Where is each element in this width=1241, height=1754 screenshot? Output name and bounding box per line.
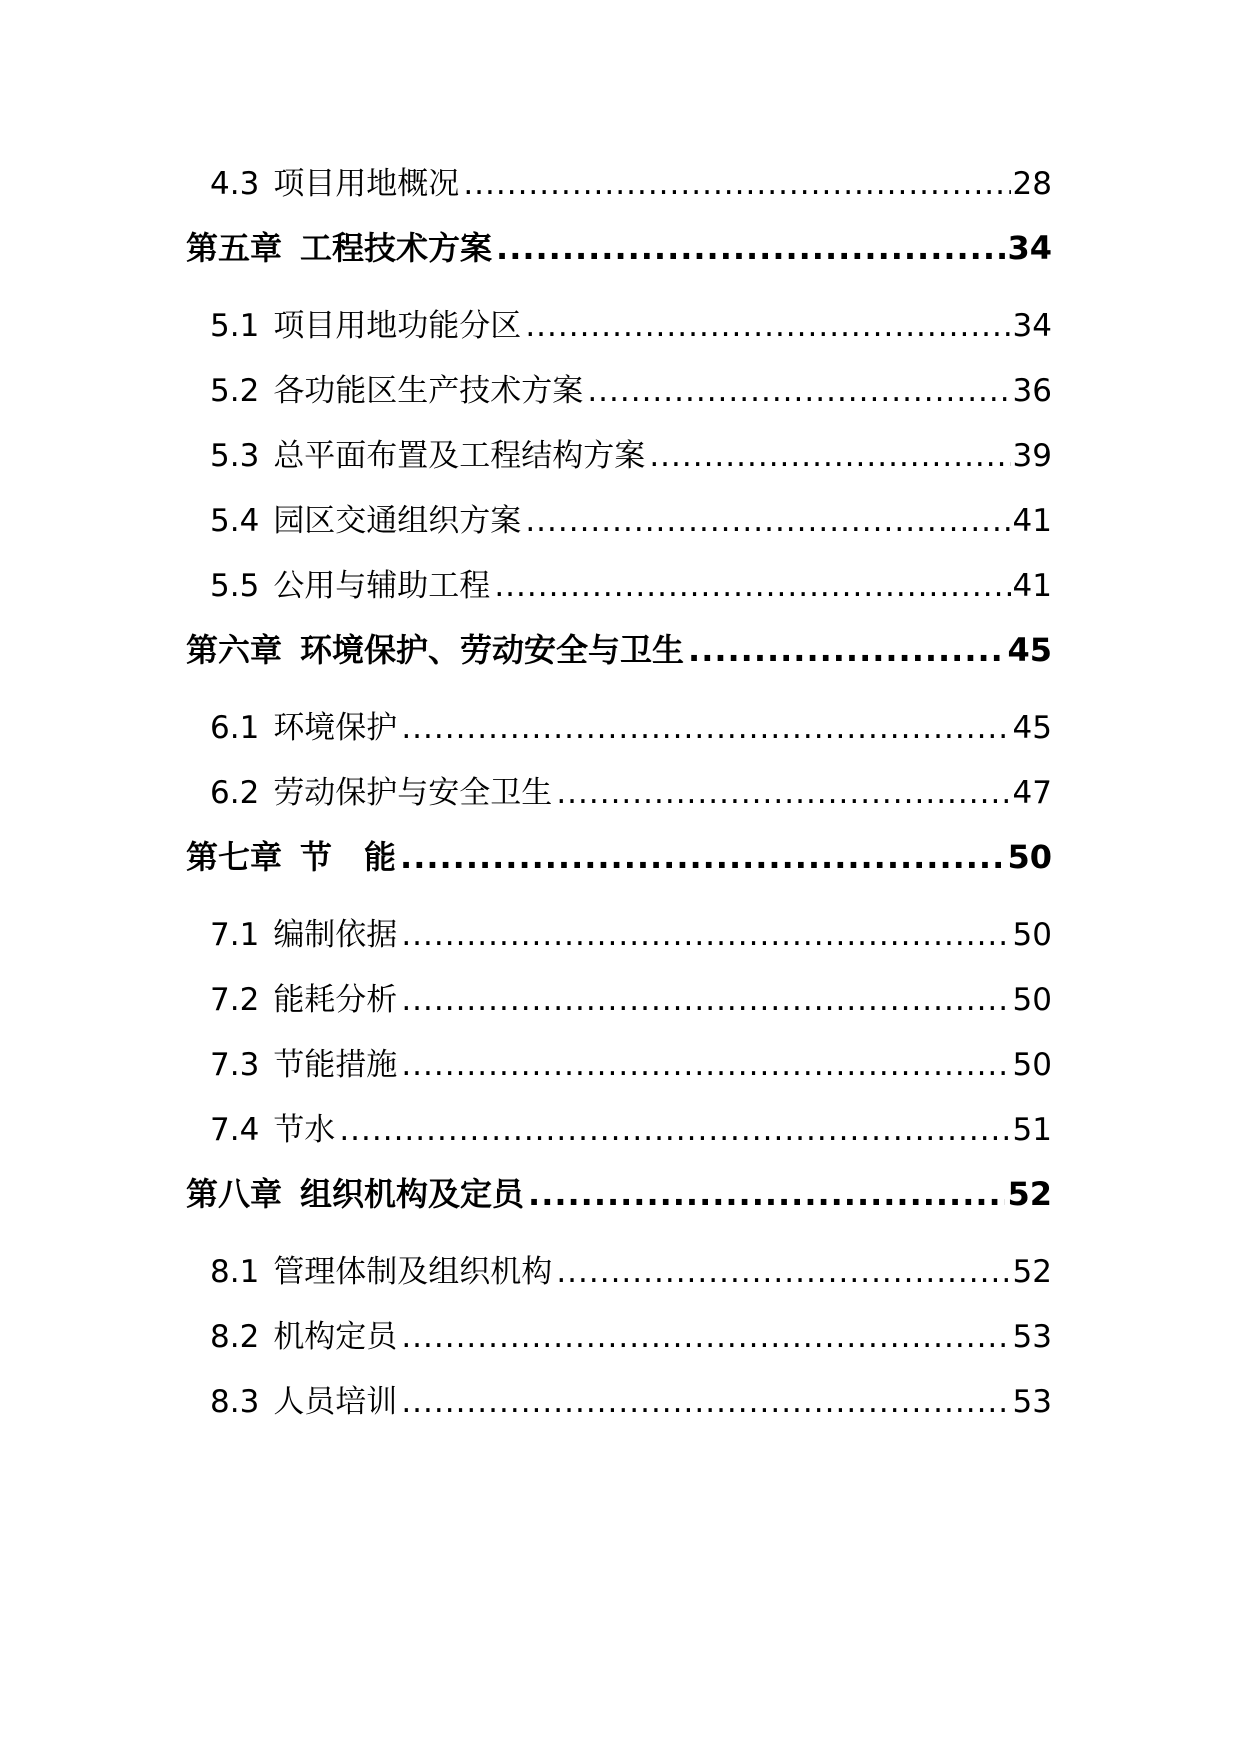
page-number: 34 — [1007, 229, 1052, 267]
toc-chapter-6[interactable] — [186, 625, 1052, 702]
toc-entry-5-1[interactable] — [186, 300, 1052, 365]
toc-entry-6-2[interactable] — [186, 767, 1052, 832]
entry-title: 编制依据 — [273, 917, 398, 953]
toc-chapter-7[interactable] — [186, 832, 1052, 909]
toc-entry-7-2[interactable] — [186, 974, 1052, 1039]
toc-entry-4-3[interactable] — [186, 158, 1052, 223]
entry-title: 项目用地功能分区 — [273, 308, 522, 344]
toc-entry-5-5[interactable] — [186, 560, 1052, 625]
toc-entry-7-3[interactable] — [186, 1039, 1052, 1104]
chapter-title: 环境保护、劳动安全与卫生 — [300, 631, 685, 669]
page-number: 39 — [1012, 438, 1052, 474]
entry-title: 节能措施 — [273, 1047, 398, 1083]
entry-number: 8.2 — [210, 1319, 260, 1355]
dot-leader — [401, 1047, 1010, 1083]
dot-leader — [401, 982, 1010, 1018]
toc-entry-7-1[interactable] — [186, 909, 1052, 974]
toc-entry-5-2[interactable] — [186, 365, 1052, 430]
entry-title: 人员培训 — [273, 1384, 398, 1420]
entry-number: 7.1 — [210, 917, 260, 953]
dot-leader — [525, 503, 1010, 539]
entry-title: 各功能区生产技术方案 — [273, 373, 584, 409]
page-number: 50 — [1012, 982, 1052, 1018]
entry-title: 机构定员 — [273, 1319, 398, 1355]
page-number: 34 — [1012, 308, 1052, 344]
toc-entry-8-3[interactable] — [186, 1376, 1052, 1441]
toc-entry-8-1[interactable] — [186, 1246, 1052, 1311]
entry-number: 7.2 — [210, 982, 260, 1018]
entry-number: 6.2 — [210, 775, 260, 811]
entry-title: 环境保护 — [273, 710, 398, 746]
dot-leader — [494, 568, 1010, 604]
entry-title: 管理体制及组织机构 — [273, 1254, 553, 1290]
chapter-title: 组织机构及定员 — [300, 1175, 525, 1213]
page-number: 53 — [1012, 1319, 1052, 1355]
entry-title: 总平面布置及工程结构方案 — [273, 438, 646, 474]
dot-leader — [528, 1175, 1005, 1213]
dot-leader — [556, 1254, 1010, 1290]
entry-number: 6.1 — [210, 710, 260, 746]
page-number: 45 — [1007, 631, 1052, 669]
dot-leader — [587, 373, 1010, 409]
entry-title: 能耗分析 — [273, 982, 398, 1018]
entry-number: 5.2 — [210, 373, 260, 409]
dot-leader — [649, 438, 1010, 474]
entry-title: 节水 — [273, 1112, 336, 1148]
dot-leader — [339, 1112, 1010, 1148]
dot-leader — [556, 775, 1010, 811]
toc-entry-6-1[interactable] — [186, 702, 1052, 767]
dot-leader — [401, 1319, 1010, 1355]
chapter-number: 第五章 — [186, 229, 283, 267]
page-number: 28 — [1012, 166, 1052, 202]
dot-leader — [401, 917, 1010, 953]
entry-number: 5.1 — [210, 308, 260, 344]
dot-leader — [525, 308, 1010, 344]
dot-leader — [496, 229, 1005, 267]
toc-entry-8-2[interactable] — [186, 1311, 1052, 1376]
page-number: 36 — [1012, 373, 1052, 409]
chapter-number: 第六章 — [186, 631, 283, 669]
chapter-number: 第七章 — [186, 838, 283, 876]
table-of-contents — [186, 158, 1052, 1441]
page-number: 50 — [1007, 838, 1052, 876]
entry-number: 4.3 — [210, 166, 260, 202]
page-number: 41 — [1012, 503, 1052, 539]
page-number: 52 — [1012, 1254, 1052, 1290]
page-number: 41 — [1012, 568, 1052, 604]
entry-number: 5.5 — [210, 568, 260, 604]
entry-title: 园区交通组织方案 — [273, 503, 522, 539]
toc-entry-7-4[interactable] — [186, 1104, 1052, 1169]
entry-number: 8.3 — [210, 1384, 260, 1420]
dot-leader — [400, 838, 1005, 876]
dot-leader — [401, 1384, 1010, 1420]
page-number: 52 — [1007, 1175, 1052, 1213]
toc-chapter-8[interactable] — [186, 1169, 1052, 1246]
entry-number: 8.1 — [210, 1254, 260, 1290]
dot-leader — [463, 166, 1010, 202]
chapter-title: 节 能 — [300, 838, 397, 876]
toc-entry-5-4[interactable] — [186, 495, 1052, 560]
page-number: 50 — [1012, 1047, 1052, 1083]
dot-leader — [401, 710, 1010, 746]
page-number: 47 — [1012, 775, 1052, 811]
entry-number: 5.4 — [210, 503, 260, 539]
toc-chapter-5[interactable] — [186, 223, 1052, 300]
page-number: 50 — [1012, 917, 1052, 953]
chapter-title: 工程技术方案 — [300, 229, 493, 267]
entry-number: 7.3 — [210, 1047, 260, 1083]
entry-title: 项目用地概况 — [273, 166, 460, 202]
entry-number: 7.4 — [210, 1112, 260, 1148]
page-number: 51 — [1012, 1112, 1052, 1148]
dot-leader — [688, 631, 1005, 669]
entry-title: 公用与辅助工程 — [273, 568, 491, 604]
chapter-number: 第八章 — [186, 1175, 283, 1213]
entry-number: 5.3 — [210, 438, 260, 474]
page-number: 45 — [1012, 710, 1052, 746]
entry-title: 劳动保护与安全卫生 — [273, 775, 553, 811]
page-number: 53 — [1012, 1384, 1052, 1420]
toc-entry-5-3[interactable] — [186, 430, 1052, 495]
